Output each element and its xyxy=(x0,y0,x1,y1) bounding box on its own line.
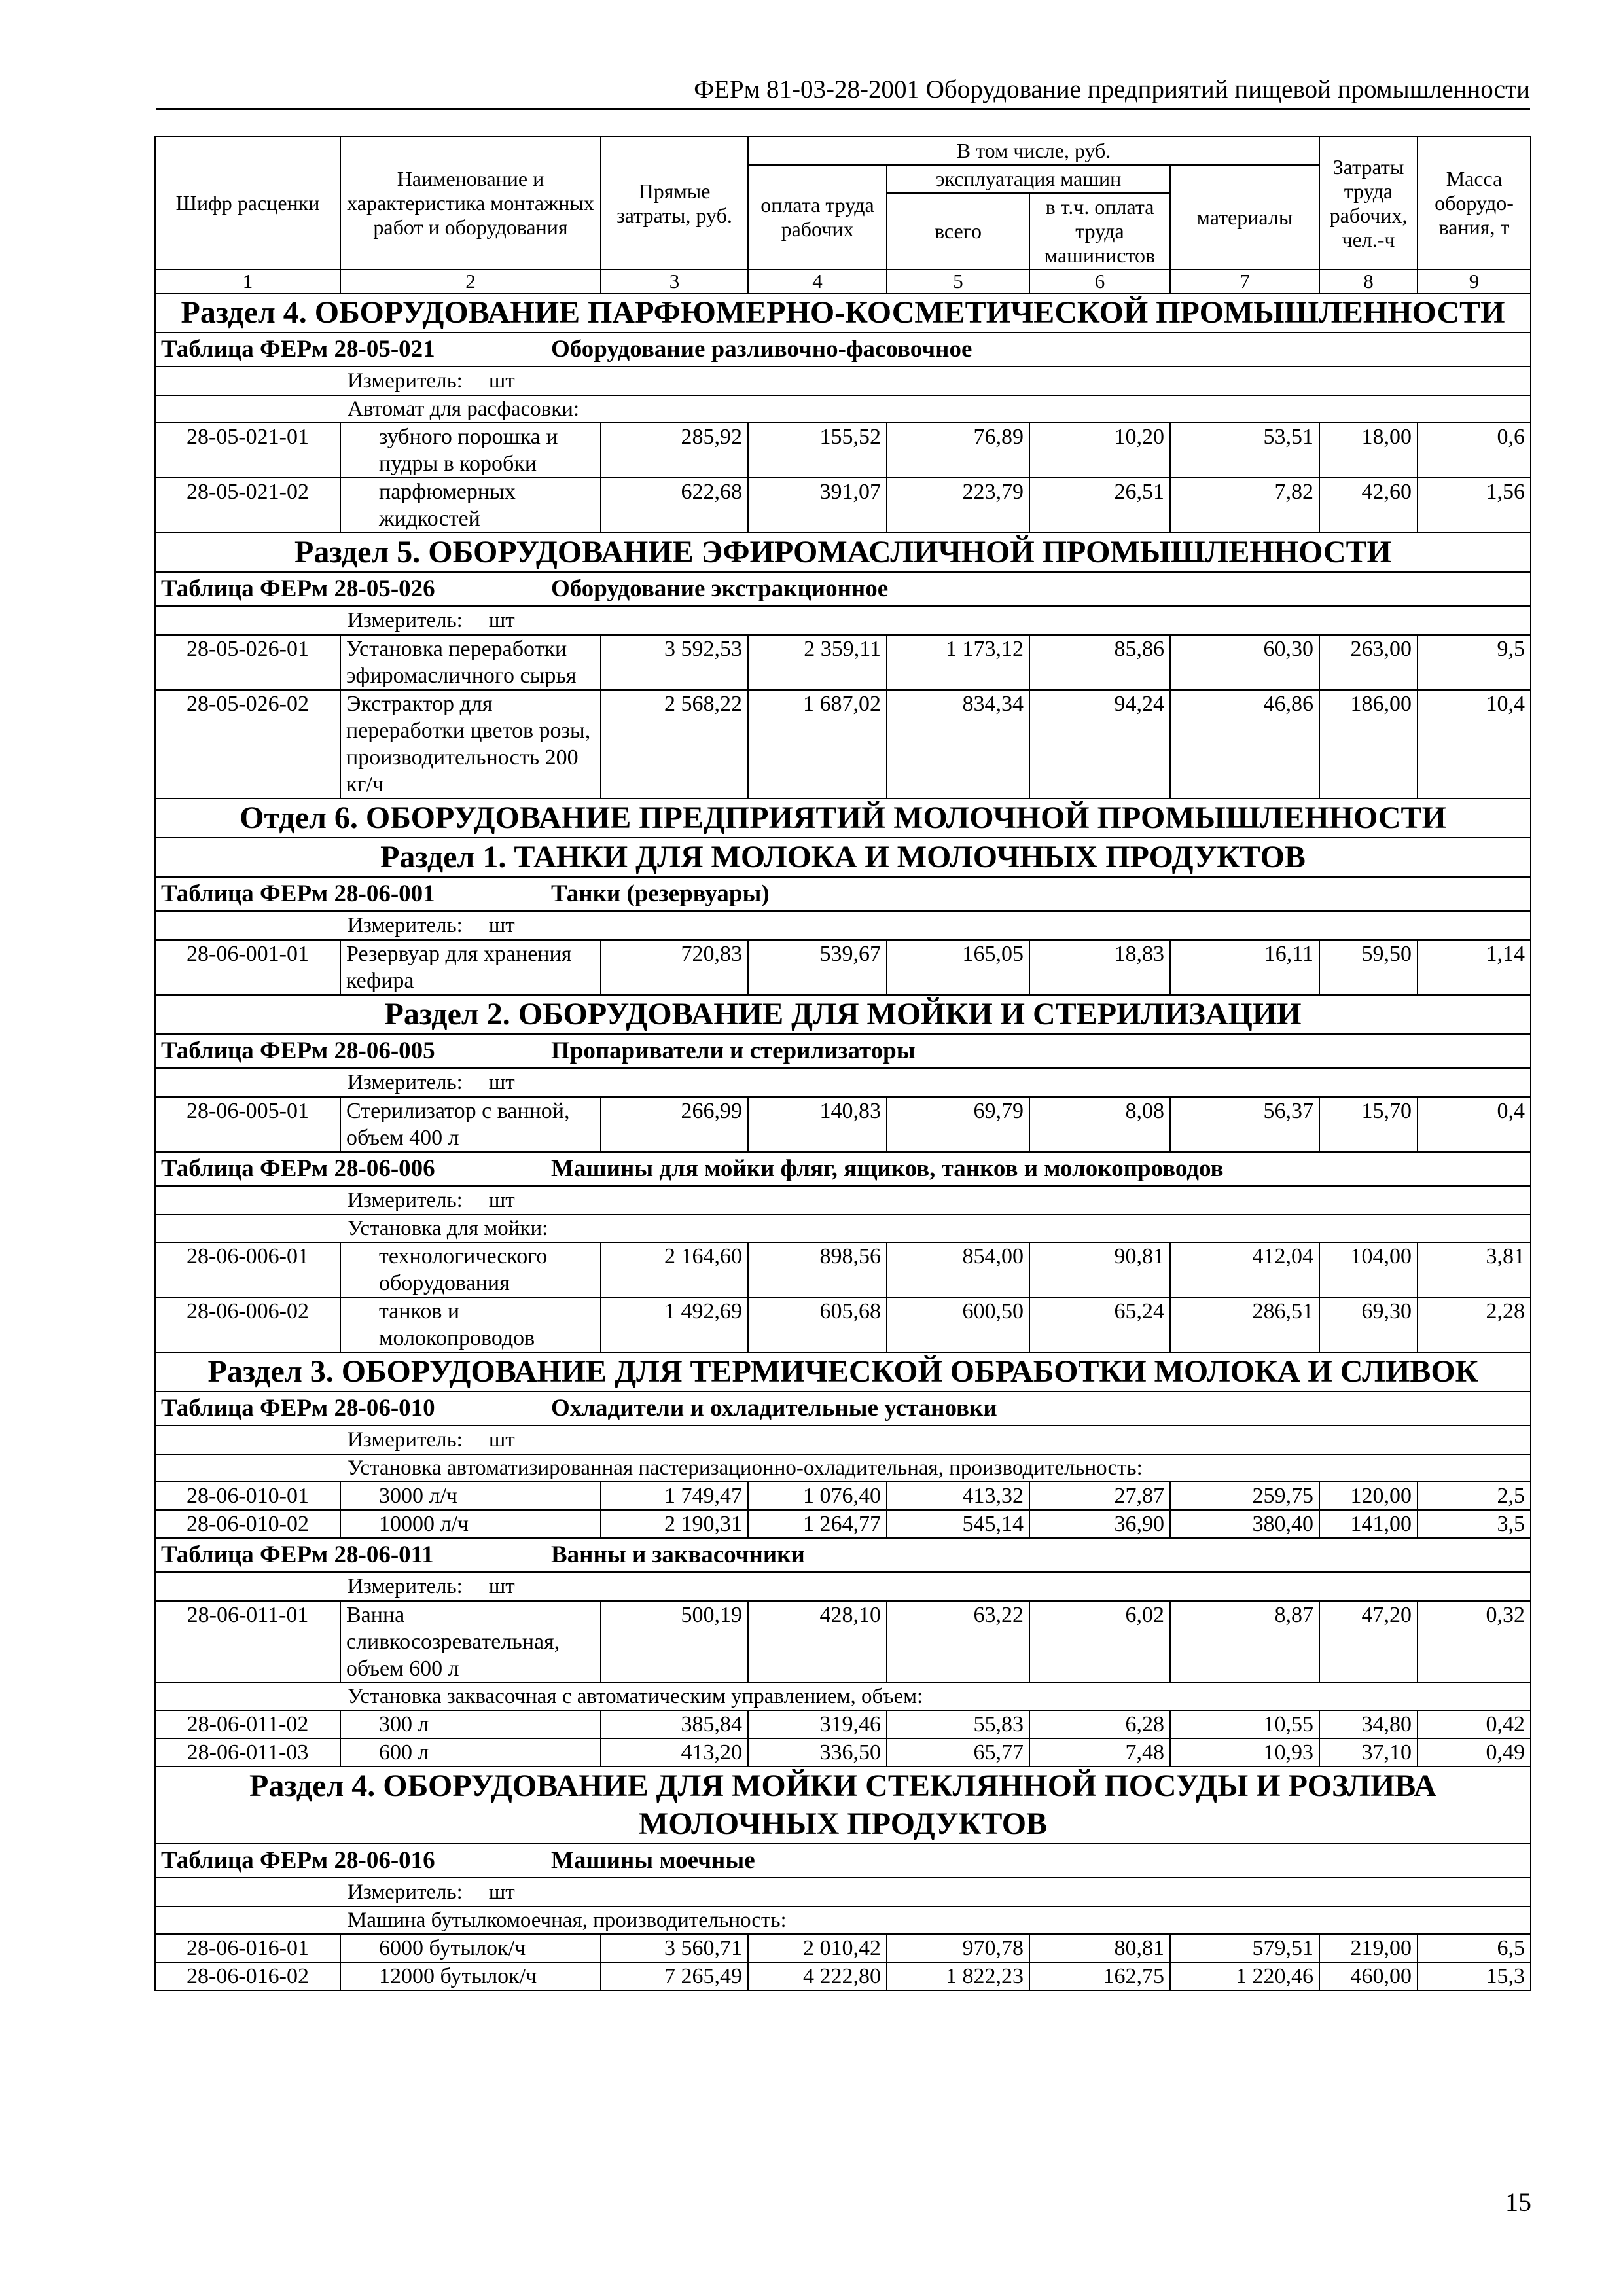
rate-code: 28-06-016-01 xyxy=(155,1934,340,1962)
materials-cost: 10,55 xyxy=(1170,1710,1319,1738)
table-title-row xyxy=(155,1844,1531,1878)
table-title xyxy=(155,877,1531,911)
section-heading: Раздел 4. ОБОРУДОВАНИЕ ПАРФЮМЕРНО-КОСМЕТИЧЕСКОЙ ПРОМЫШЛЕННОСТИ xyxy=(155,293,1531,332)
machinists-pay: 65,24 xyxy=(1029,1297,1170,1352)
column-number: 7 xyxy=(1170,270,1319,293)
machines-total: 970,78 xyxy=(887,1934,1029,1962)
rate-code: 28-06-010-02 xyxy=(155,1510,340,1538)
table-row xyxy=(155,1097,1531,1152)
column-number: 3 xyxy=(601,270,748,293)
group-caption-row xyxy=(155,1215,1531,1242)
unit-row xyxy=(155,367,1531,395)
equipment-mass: 0,49 xyxy=(1418,1738,1531,1767)
materials-cost: 53,51 xyxy=(1170,423,1319,478)
unit-measure xyxy=(155,1572,1531,1601)
section-heading-row xyxy=(155,798,1531,838)
col-code-header: Шифр расценки xyxy=(155,137,340,270)
section-heading-row xyxy=(155,293,1531,332)
labor-pay: 539,67 xyxy=(748,940,887,995)
work-name: 600 л xyxy=(340,1738,601,1767)
column-number: 9 xyxy=(1418,270,1531,293)
unit-value: шт xyxy=(488,914,515,937)
col-direct-header: Прямые затраты, руб. xyxy=(601,137,748,270)
work-name: Резервуар для хранения кефира xyxy=(340,940,601,995)
labor-pay: 140,83 xyxy=(748,1097,887,1152)
labor-pay: 1 264,77 xyxy=(748,1510,887,1538)
unit-value: шт xyxy=(488,1428,515,1452)
machines-total: 854,00 xyxy=(887,1242,1029,1297)
machinists-pay: 8,08 xyxy=(1029,1097,1170,1152)
table-name: Оборудование экстракционное xyxy=(551,575,889,602)
machines-total: 63,22 xyxy=(887,1601,1029,1683)
table-row xyxy=(155,478,1531,533)
labor-hours: 141,00 xyxy=(1319,1510,1418,1538)
rate-code: 28-06-011-02 xyxy=(155,1710,340,1738)
labor-hours: 186,00 xyxy=(1319,690,1418,798)
rate-code: 28-06-016-02 xyxy=(155,1962,340,1990)
unit-label: Измеритель: xyxy=(348,1071,463,1094)
work-name: 3000 л/ч xyxy=(340,1482,601,1510)
rate-code: 28-06-001-01 xyxy=(155,940,340,995)
direct-cost: 500,19 xyxy=(601,1601,748,1683)
unit-row xyxy=(155,606,1531,635)
unit-label: Измеритель: xyxy=(348,1428,463,1452)
table-name: Пропариватели и стерилизаторы xyxy=(551,1037,916,1064)
table-code: Таблица ФЕРм 28-05-021 xyxy=(161,336,435,363)
section-heading: Раздел 2. ОБОРУДОВАНИЕ ДЛЯ МОЙКИ И СТЕРИЛИЗАЦИИ xyxy=(155,995,1531,1034)
table-row xyxy=(155,1934,1531,1962)
unit-measure xyxy=(155,1878,1531,1907)
labor-hours: 59,50 xyxy=(1319,940,1418,995)
labor-pay: 605,68 xyxy=(748,1297,887,1352)
materials-cost: 1 220,46 xyxy=(1170,1962,1319,1990)
work-name: Стерилизатор с ванной, объем 400 л xyxy=(340,1097,601,1152)
table-row xyxy=(155,690,1531,798)
direct-cost: 7 265,49 xyxy=(601,1962,748,1990)
labor-pay: 391,07 xyxy=(748,478,887,533)
group-caption-row xyxy=(155,395,1531,423)
materials-cost: 286,51 xyxy=(1170,1297,1319,1352)
table-title xyxy=(155,1391,1531,1426)
materials-cost: 56,37 xyxy=(1170,1097,1319,1152)
machines-total: 413,32 xyxy=(887,1482,1029,1510)
table-code: Таблица ФЕРм 28-06-016 xyxy=(161,1847,435,1874)
table-row xyxy=(155,635,1531,690)
materials-cost: 8,87 xyxy=(1170,1601,1319,1683)
col-name-header: Наименование и характеристика монтажных работ и оборудования xyxy=(340,137,601,270)
direct-cost: 2 164,60 xyxy=(601,1242,748,1297)
table-name: Оборудование разливочно-фасовочное xyxy=(551,336,972,363)
table-header xyxy=(155,137,1531,293)
table-row xyxy=(155,1710,1531,1738)
section-heading-row xyxy=(155,838,1531,877)
unit-value: шт xyxy=(488,1880,515,1904)
equipment-mass: 6,5 xyxy=(1418,1934,1531,1962)
labor-pay: 4 222,80 xyxy=(748,1962,887,1990)
labor-pay: 1 076,40 xyxy=(748,1482,887,1510)
work-name: Экстрактор для переработки цветов розы, производительность 200 кг/ч xyxy=(340,690,601,798)
table-title-row xyxy=(155,1034,1531,1068)
machinists-pay: 162,75 xyxy=(1029,1962,1170,1990)
section-heading: Раздел 4. ОБОРУДОВАНИЕ ДЛЯ МОЙКИ СТЕКЛЯННОЙ ПОСУДЫ И РОЗЛИВА МОЛОЧНЫХ ПРОДУКТОВ xyxy=(155,1767,1531,1844)
machinists-pay: 7,48 xyxy=(1029,1738,1170,1767)
machinists-pay: 85,86 xyxy=(1029,635,1170,690)
column-number: 2 xyxy=(340,270,601,293)
machines-total: 76,89 xyxy=(887,423,1029,478)
rate-code: 28-05-021-01 xyxy=(155,423,340,478)
col-labor-cost-header: Затраты труда рабочих, чел.-ч xyxy=(1319,137,1418,270)
unit-row xyxy=(155,1426,1531,1454)
table-title xyxy=(155,1034,1531,1068)
col-machines-header: эксплуатация машин xyxy=(887,165,1170,193)
col-mass-header: Масса оборудо-вания, т xyxy=(1418,137,1531,270)
table-code: Таблица ФЕРм 28-06-001 xyxy=(161,880,435,907)
direct-cost: 720,83 xyxy=(601,940,748,995)
materials-cost: 46,86 xyxy=(1170,690,1319,798)
machinists-pay: 27,87 xyxy=(1029,1482,1170,1510)
table-title xyxy=(155,1152,1531,1186)
equipment-mass: 0,4 xyxy=(1418,1097,1531,1152)
unit-label: Измеритель: xyxy=(348,609,463,632)
table-name: Охладители и охладительные установки xyxy=(551,1395,997,1422)
machines-total: 1 173,12 xyxy=(887,635,1029,690)
table-code: Таблица ФЕРм 28-06-011 xyxy=(161,1541,434,1568)
labor-hours: 104,00 xyxy=(1319,1242,1418,1297)
table-code: Таблица ФЕРм 28-06-010 xyxy=(161,1395,435,1422)
col-labor-pay-header: оплата труда рабочих xyxy=(748,165,887,270)
table-name: Танки (резервуары) xyxy=(551,880,770,907)
table-title-row xyxy=(155,572,1531,606)
table-row xyxy=(155,1962,1531,1990)
materials-cost: 380,40 xyxy=(1170,1510,1319,1538)
direct-cost: 2 568,22 xyxy=(601,690,748,798)
section-heading-row xyxy=(155,995,1531,1034)
rate-code: 28-05-021-02 xyxy=(155,478,340,533)
machinists-pay: 90,81 xyxy=(1029,1242,1170,1297)
group-caption-row xyxy=(155,1683,1531,1710)
materials-cost: 259,75 xyxy=(1170,1482,1319,1510)
direct-cost: 1 492,69 xyxy=(601,1297,748,1352)
direct-cost: 385,84 xyxy=(601,1710,748,1738)
machinists-pay: 80,81 xyxy=(1029,1934,1170,1962)
table-body xyxy=(155,293,1531,1990)
labor-pay: 319,46 xyxy=(748,1710,887,1738)
labor-pay: 1 687,02 xyxy=(748,690,887,798)
table-title xyxy=(155,1844,1531,1878)
labor-hours: 34,80 xyxy=(1319,1710,1418,1738)
unit-label: Измеритель: xyxy=(348,1880,463,1904)
section-heading-row xyxy=(155,533,1531,572)
machines-total: 55,83 xyxy=(887,1710,1029,1738)
page-number: 15 xyxy=(1505,2187,1531,2217)
equipment-mass: 1,56 xyxy=(1418,478,1531,533)
labor-hours: 15,70 xyxy=(1319,1097,1418,1152)
work-name: Установка переработки эфиромасличного сырья xyxy=(340,635,601,690)
machines-total: 545,14 xyxy=(887,1510,1029,1538)
labor-pay: 428,10 xyxy=(748,1601,887,1683)
rates-table xyxy=(154,136,1531,1991)
unit-row xyxy=(155,1186,1531,1215)
direct-cost: 3 592,53 xyxy=(601,635,748,690)
rate-code: 28-06-006-01 xyxy=(155,1242,340,1297)
rate-code: 28-06-005-01 xyxy=(155,1097,340,1152)
labor-hours: 37,10 xyxy=(1319,1738,1418,1767)
table-title-row xyxy=(155,877,1531,911)
machines-total: 69,79 xyxy=(887,1097,1029,1152)
unit-measure xyxy=(155,606,1531,635)
machinists-pay: 10,20 xyxy=(1029,423,1170,478)
work-name: 12000 бутылок/ч xyxy=(340,1962,601,1990)
section-heading: Раздел 5. ОБОРУДОВАНИЕ ЭФИРОМАСЛИЧНОЙ ПРОМЫШЛЕННОСТИ xyxy=(155,533,1531,572)
unit-row xyxy=(155,1878,1531,1907)
direct-cost: 1 749,47 xyxy=(601,1482,748,1510)
materials-cost: 579,51 xyxy=(1170,1934,1319,1962)
table-code: Таблица ФЕРм 28-06-005 xyxy=(161,1037,435,1064)
group-caption-row xyxy=(155,1907,1531,1934)
column-number: 6 xyxy=(1029,270,1170,293)
equipment-mass: 3,81 xyxy=(1418,1242,1531,1297)
rate-code: 28-05-026-01 xyxy=(155,635,340,690)
unit-measure xyxy=(155,1186,1531,1215)
rate-code: 28-06-006-02 xyxy=(155,1297,340,1352)
unit-label: Измеритель: xyxy=(348,1189,463,1212)
unit-row xyxy=(155,1068,1531,1097)
labor-pay: 2 359,11 xyxy=(748,635,887,690)
table-row xyxy=(155,940,1531,995)
table-row xyxy=(155,423,1531,478)
equipment-mass: 0,32 xyxy=(1418,1601,1531,1683)
unit-measure xyxy=(155,1068,1531,1097)
direct-cost: 266,99 xyxy=(601,1097,748,1152)
equipment-mass: 2,5 xyxy=(1418,1482,1531,1510)
work-name: парфюмерных жидкостей xyxy=(340,478,601,533)
machines-total: 223,79 xyxy=(887,478,1029,533)
table-title xyxy=(155,332,1531,367)
table-title xyxy=(155,572,1531,606)
materials-cost: 412,04 xyxy=(1170,1242,1319,1297)
equipment-mass: 0,42 xyxy=(1418,1710,1531,1738)
group-caption: Установка для мойки: xyxy=(155,1215,1531,1242)
direct-cost: 2 190,31 xyxy=(601,1510,748,1538)
section-heading: Раздел 3. ОБОРУДОВАНИЕ ДЛЯ ТЕРМИЧЕСКОЙ ОБРАБОТКИ МОЛОКА И СЛИВОК xyxy=(155,1352,1531,1391)
labor-hours: 18,00 xyxy=(1319,423,1418,478)
unit-row xyxy=(155,1572,1531,1601)
equipment-mass: 1,14 xyxy=(1418,940,1531,995)
section-heading: Раздел 1. ТАНКИ ДЛЯ МОЛОКА И МОЛОЧНЫХ ПРОДУКТОВ xyxy=(155,838,1531,877)
labor-hours: 460,00 xyxy=(1319,1962,1418,1990)
equipment-mass: 2,28 xyxy=(1418,1297,1531,1352)
table-title-row xyxy=(155,1152,1531,1186)
direct-cost: 285,92 xyxy=(601,423,748,478)
labor-pay: 155,52 xyxy=(748,423,887,478)
machines-total: 600,50 xyxy=(887,1297,1029,1352)
machinists-pay: 6,02 xyxy=(1029,1601,1170,1683)
group-caption: Установка заквасочная с автоматическим управлением, объем: xyxy=(155,1683,1531,1710)
rate-code: 28-06-010-01 xyxy=(155,1482,340,1510)
table-title-row xyxy=(155,332,1531,367)
col-incl-header: В том числе, руб. xyxy=(748,137,1319,165)
direct-cost: 413,20 xyxy=(601,1738,748,1767)
machines-total: 165,05 xyxy=(887,940,1029,995)
labor-hours: 219,00 xyxy=(1319,1934,1418,1962)
direct-cost: 3 560,71 xyxy=(601,1934,748,1962)
rate-code: 28-06-011-03 xyxy=(155,1738,340,1767)
col-machinists-pay-header: в т.ч. оплата труда машинистов xyxy=(1029,193,1170,270)
labor-pay: 336,50 xyxy=(748,1738,887,1767)
section-heading: Отдел 6. ОБОРУДОВАНИЕ ПРЕДПРИЯТИЙ МОЛОЧНОЙ ПРОМЫШЛЕННОСТИ xyxy=(155,798,1531,838)
table-row xyxy=(155,1510,1531,1538)
table-row xyxy=(155,1601,1531,1683)
section-heading-row xyxy=(155,1352,1531,1391)
labor-hours: 69,30 xyxy=(1319,1297,1418,1352)
labor-pay: 2 010,42 xyxy=(748,1934,887,1962)
table-name: Ванны и заквасочники xyxy=(551,1541,805,1568)
labor-hours: 42,60 xyxy=(1319,478,1418,533)
labor-hours: 47,20 xyxy=(1319,1601,1418,1683)
work-name: зубного порошка и пудры в коробки xyxy=(340,423,601,478)
column-number: 1 xyxy=(155,270,340,293)
section-heading-row xyxy=(155,1767,1531,1844)
materials-cost: 7,82 xyxy=(1170,478,1319,533)
machinists-pay: 18,83 xyxy=(1029,940,1170,995)
work-name: танков и молокопроводов xyxy=(340,1297,601,1352)
column-number: 5 xyxy=(887,270,1029,293)
column-number: 8 xyxy=(1319,270,1418,293)
unit-label: Измеритель: xyxy=(348,1575,463,1598)
unit-value: шт xyxy=(488,609,515,632)
running-header: ФЕРм 81-03-28-2001 Оборудование предприятий пищевой промышленности xyxy=(694,75,1530,103)
machines-total: 834,34 xyxy=(887,690,1029,798)
labor-pay: 898,56 xyxy=(748,1242,887,1297)
rate-code: 28-06-011-01 xyxy=(155,1601,340,1683)
col-machines-total-header: всего xyxy=(887,193,1029,270)
unit-value: шт xyxy=(488,1071,515,1094)
materials-cost: 16,11 xyxy=(1170,940,1319,995)
materials-cost: 60,30 xyxy=(1170,635,1319,690)
machines-total: 65,77 xyxy=(887,1738,1029,1767)
labor-hours: 120,00 xyxy=(1319,1482,1418,1510)
unit-row xyxy=(155,911,1531,940)
group-caption-row xyxy=(155,1454,1531,1482)
table-row xyxy=(155,1297,1531,1352)
machinists-pay: 36,90 xyxy=(1029,1510,1170,1538)
labor-hours: 263,00 xyxy=(1319,635,1418,690)
work-name: 300 л xyxy=(340,1710,601,1738)
work-name: Ванна сливкосозревательная, объем 600 л xyxy=(340,1601,601,1683)
unit-measure xyxy=(155,1426,1531,1454)
table-row xyxy=(155,1738,1531,1767)
unit-value: шт xyxy=(488,369,515,393)
unit-label: Измеритель: xyxy=(348,369,463,393)
table-title-row xyxy=(155,1538,1531,1572)
materials-cost: 10,93 xyxy=(1170,1738,1319,1767)
table-name: Машины для мойки фляг, ящиков, танков и молокопроводов xyxy=(551,1155,1224,1182)
work-name: 10000 л/ч xyxy=(340,1510,601,1538)
unit-value: шт xyxy=(488,1575,515,1598)
machines-total: 1 822,23 xyxy=(887,1962,1029,1990)
equipment-mass: 15,3 xyxy=(1418,1962,1531,1990)
work-name: 6000 бутылок/ч xyxy=(340,1934,601,1962)
machinists-pay: 94,24 xyxy=(1029,690,1170,798)
group-caption: Установка автоматизированная пастеризационно-охладительная, производительность: xyxy=(155,1454,1531,1482)
table-title-row xyxy=(155,1391,1531,1426)
table-code: Таблица ФЕРм 28-06-006 xyxy=(161,1155,435,1182)
header-rule xyxy=(156,108,1530,110)
equipment-mass: 0,6 xyxy=(1418,423,1531,478)
table-row xyxy=(155,1482,1531,1510)
equipment-mass: 10,4 xyxy=(1418,690,1531,798)
group-caption: Автомат для расфасовки: xyxy=(155,395,1531,423)
column-number: 4 xyxy=(748,270,887,293)
table-name: Машины моечные xyxy=(551,1847,755,1874)
work-name: технологического оборудования xyxy=(340,1242,601,1297)
direct-cost: 622,68 xyxy=(601,478,748,533)
group-caption: Машина бутылкомоечная, производительность: xyxy=(155,1907,1531,1934)
equipment-mass: 3,5 xyxy=(1418,1510,1531,1538)
machinists-pay: 26,51 xyxy=(1029,478,1170,533)
machinists-pay: 6,28 xyxy=(1029,1710,1170,1738)
table-title xyxy=(155,1538,1531,1572)
unit-measure xyxy=(155,367,1531,395)
unit-value: шт xyxy=(488,1189,515,1212)
col-materials-header: материалы xyxy=(1170,165,1319,270)
equipment-mass: 9,5 xyxy=(1418,635,1531,690)
table-code: Таблица ФЕРм 28-05-026 xyxy=(161,575,435,602)
unit-measure xyxy=(155,911,1531,940)
table-row xyxy=(155,1242,1531,1297)
rate-code: 28-05-026-02 xyxy=(155,690,340,798)
unit-label: Измеритель: xyxy=(348,914,463,937)
